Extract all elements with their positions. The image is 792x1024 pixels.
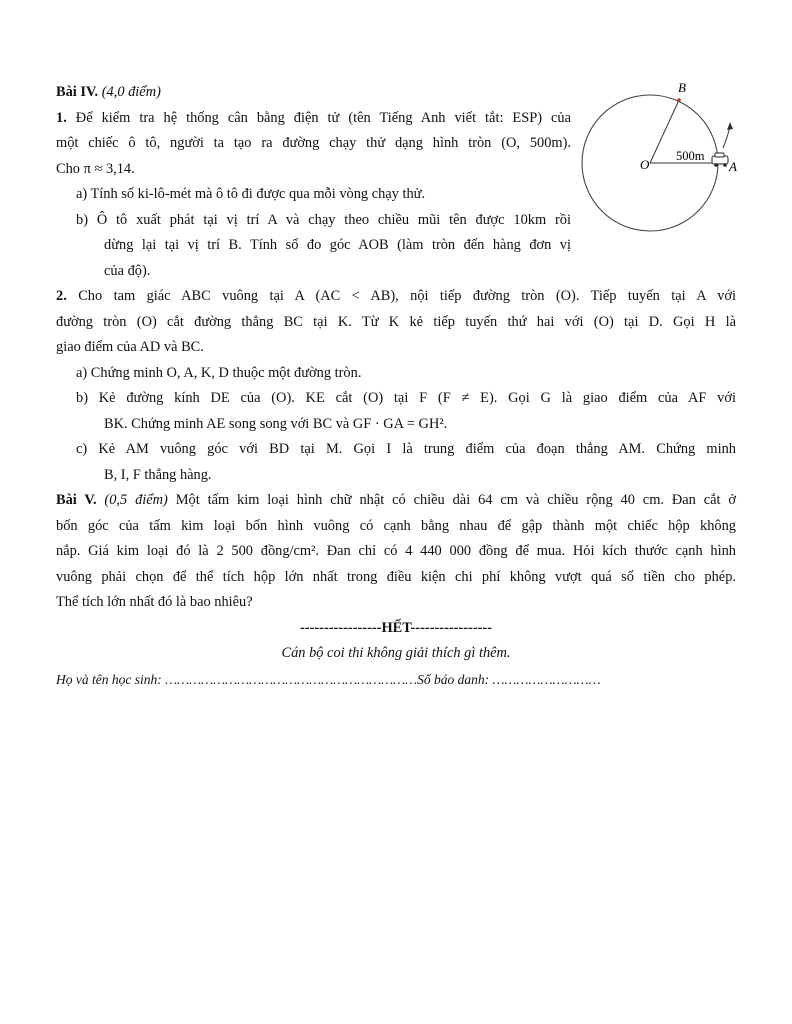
bai4-title: Bài IV. [56,84,99,100]
car-icon [712,153,728,167]
bai5-line1: Bài V. (0,5 điểm) Một tấm kim loại hình chữ nhật có chiều dài 64 cm và chiều rộng 40 cm. Đan cắt ở [56,492,736,508]
q2-part-c-line1: c) Kẻ AM vuông góc với BD tại M. Gọi I là trung điểm của đoạn thẳng AM. Chứng minh [76,441,736,457]
q1-line1: 1. Để kiểm tra hệ thống cân bằng điện tử (tên Tiếng Anh viết tắt: ESP) của [56,109,571,126]
bai5-title: Bài V. [56,492,97,508]
bai5-line2: bốn góc của tấm kim loại bốn hình vuông có cạnh bằng nhau để gập thành một chiếc hộp không [56,517,736,534]
q1-part-b-line3: của độ). [104,262,151,279]
label-B: B [678,80,686,95]
radius-OB [650,100,679,163]
bai5-line3: nắp. Giá kim loại đó là 2 500 đồng/cm². Đan chỉ có 4 440 000 đồng để mua. Hỏi kích thước cạnh hình [56,543,736,559]
point-B-marker [677,98,681,102]
q2-line1: 2. Cho tam giác ABC vuông tại A (AC < AB), nội tiếp đường tròn (O). Tiếp tuyến tại A với [56,288,736,304]
bai5-points: (0,5 điểm) [104,492,168,508]
q2-part-a: a) Chứng minh O, A, K, D thuộc một đường tròn. [76,364,362,381]
q2-number: 2. [56,288,67,304]
label-A: A [729,159,737,174]
circle-track-figure [580,76,740,246]
bai5-line5: Thể tích lớn nhất đó là bao nhiêu? [56,594,253,610]
end-marker: -----------------HẾT----------------- [299,619,492,636]
student-info-line: Họ và tên học sinh: ………………………………………………………Số báo danh: ……………………… [56,671,601,687]
q1-line2: một chiếc ô tô, người ta tạo ra đường chạy thử dạng hình tròn (O, 500m). [56,135,571,151]
q2-line3: giao điểm của AD và BC. [56,339,204,355]
q2-part-b-line2: BK. Chứng minh AE song song với BC và GF · GA = GH². [104,415,448,432]
q1-number: 1. [56,109,67,126]
q2-line2: đường tròn (O) cắt đường thẳng BC tại K. Từ K kẻ tiếp tuyến thứ hai với (O) tại D. Gọi H là [56,313,736,330]
bai5-line4: vuông phải chọn để thể tích hộp lớn nhất trong điều kiện chi phí không vượt quá số tiền cho phép. [56,568,736,585]
q1-part-b-line1: b) Ô tô xuất phát tại vị trí A và chạy theo chiều mũi tên được 10km rồi [76,211,571,228]
q1-part-a: a) Tính số ki-lô-mét mà ô tô đi được qua mỗi vòng chạy thử. [76,186,426,202]
q1-part-b-line2: dừng lại tại vị trí B. Tính số đo góc AOB (làm tròn đến hàng đơn vị [104,237,571,253]
arrowhead-icon [727,122,733,130]
proctor-note: Cán bộ coi thi không giải thích gì thêm. [281,645,511,661]
radius-label: 500m [676,149,705,163]
q1-line3: Cho π ≈ 3,14. [56,160,135,177]
label-O: O [640,157,650,172]
q2-part-b-line1: b) Kẻ đường kính DE của (O). KE cắt (O) tại F (F ≠ E). Gọi G là giao điểm của AF với [76,390,736,406]
q2-part-c-line2: B, I, F thẳng hàng. [104,466,212,483]
bai4-points: (4,0 điểm) [101,84,161,100]
